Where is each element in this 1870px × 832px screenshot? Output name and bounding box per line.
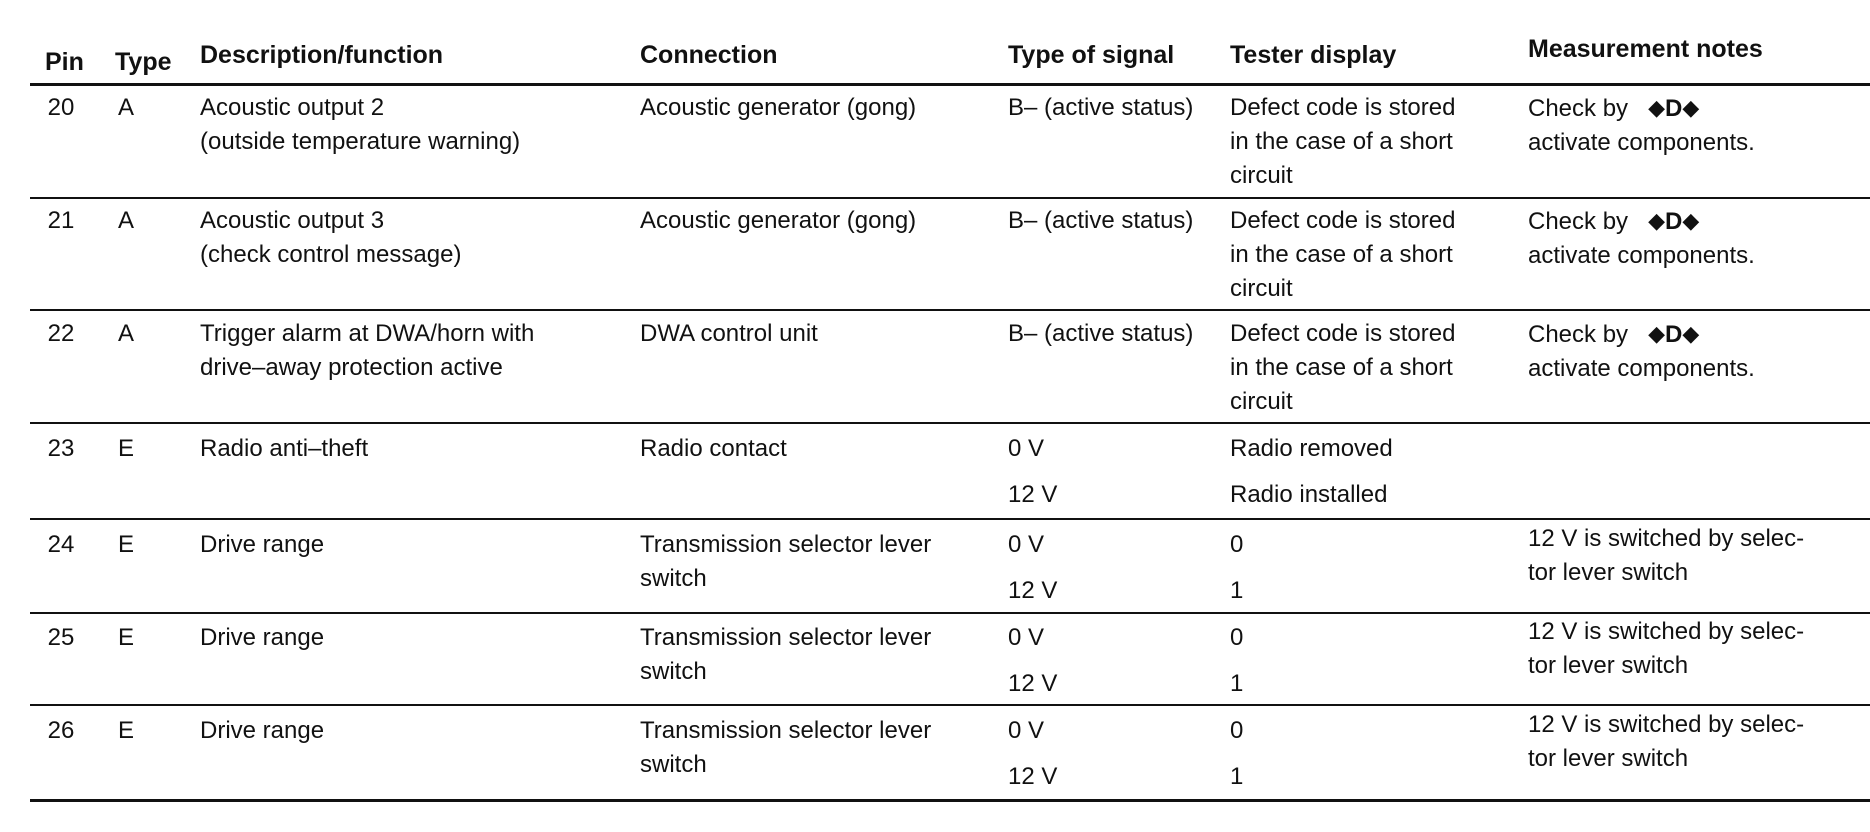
tester-display: Radio installed (1230, 481, 1388, 508)
pin-number: 24 (47, 531, 75, 558)
tester-display: 0 (1230, 531, 1244, 558)
description: Trigger alarm at DWA/horn with drive–away protection active (200, 320, 535, 381)
pin-number: 22 (47, 320, 75, 347)
signal-type: 12 V (1008, 481, 1058, 508)
pin-type: E (117, 531, 134, 558)
pin-type: E (117, 624, 134, 651)
pin-number: 20 (47, 94, 75, 121)
signal-type: 12 V (1008, 763, 1058, 790)
tester-display: 1 (1230, 763, 1244, 790)
header-type: Type (115, 48, 172, 76)
tester-display: 1 (1230, 577, 1244, 604)
diamond-icon: ◆ (1648, 95, 1665, 120)
tester-display: Defect code is stored in the case of a short circuit (1230, 320, 1456, 415)
row-divider (30, 197, 1870, 199)
pin-number: 23 (47, 435, 75, 462)
row-divider (30, 612, 1870, 614)
diamond-icon: ◆ (1682, 321, 1700, 346)
measurement-note: 12 V is switched by selec- tor lever switch (1528, 711, 1805, 772)
note-suffix: activate components. (1528, 242, 1755, 269)
signal-type: 0 V (1008, 624, 1045, 651)
row-divider (30, 309, 1870, 311)
header-tester: Tester display (1230, 41, 1397, 69)
row-divider (30, 799, 1870, 802)
pin-number: 26 (47, 717, 75, 744)
measurement-note (1528, 317, 1755, 386)
tester-key-letter: D (1664, 321, 1683, 348)
measurement-note (1528, 91, 1755, 160)
connection: Radio contact (640, 435, 787, 462)
pin-type: A (117, 320, 134, 347)
tester-display: 0 (1230, 717, 1244, 744)
signal-type: 0 V (1008, 435, 1045, 462)
diamond-icon: ◆ (1682, 95, 1700, 120)
connection: DWA control unit (640, 320, 818, 347)
signal-type: 12 V (1008, 577, 1058, 604)
note-prefix: Check by (1528, 208, 1629, 235)
description: Acoustic output 3 (check control message) (200, 207, 462, 268)
tester-key-letter: D (1664, 208, 1683, 235)
description: Radio anti–theft (200, 435, 369, 462)
header-signal: Type of signal (1008, 41, 1175, 69)
measurement-note: 12 V is switched by selec- tor lever switch (1528, 618, 1805, 679)
description: Acoustic output 2 (outside temperature warning) (200, 94, 521, 155)
pin-type: A (117, 207, 134, 234)
pin-type: E (117, 435, 134, 462)
connection: Transmission selector lever switch (640, 531, 932, 592)
diamond-icon: ◆ (1648, 208, 1665, 233)
signal-type: 12 V (1008, 670, 1058, 697)
note-suffix: activate components. (1528, 355, 1755, 382)
tester-display: Defect code is stored in the case of a short circuit (1230, 94, 1456, 189)
header-connection: Connection (640, 41, 778, 69)
note-prefix: Check by (1528, 321, 1629, 348)
connection: Acoustic generator (gong) (640, 94, 917, 121)
signal-type: B– (active status) (1008, 94, 1194, 121)
tester-display: Radio removed (1230, 435, 1393, 462)
pin-number: 25 (47, 624, 75, 651)
header-notes: Measurement notes (1528, 35, 1763, 63)
tester-key-letter: D (1664, 95, 1683, 122)
tester-display: Defect code is stored in the case of a short circuit (1230, 207, 1456, 302)
row-divider (30, 422, 1870, 424)
tester-display: 1 (1230, 670, 1244, 697)
note-prefix: Check by (1528, 95, 1629, 122)
tester-display: 0 (1230, 624, 1244, 651)
connection: Transmission selector lever switch (640, 624, 932, 685)
row-divider (30, 704, 1870, 706)
description: Drive range (200, 531, 325, 558)
row-divider (30, 518, 1870, 520)
row-divider (30, 83, 1870, 86)
connection: Transmission selector lever switch (640, 717, 932, 778)
diamond-icon: ◆ (1682, 208, 1700, 233)
pin-type: E (117, 717, 134, 744)
measurement-note (1528, 204, 1755, 273)
pin-type: A (117, 94, 134, 121)
connection: Acoustic generator (gong) (640, 207, 917, 234)
measurement-note: 12 V is switched by selec- tor lever switch (1528, 525, 1805, 586)
note-suffix: activate components. (1528, 129, 1755, 156)
description: Drive range (200, 717, 325, 744)
signal-type: 0 V (1008, 531, 1045, 558)
signal-type: 0 V (1008, 717, 1045, 744)
signal-type: B– (active status) (1008, 320, 1194, 347)
diamond-icon: ◆ (1648, 321, 1665, 346)
signal-type: B– (active status) (1008, 207, 1194, 234)
description: Drive range (200, 624, 325, 651)
pin-number: 21 (47, 207, 75, 234)
header-pin: Pin (45, 48, 84, 76)
header-description: Description/function (200, 41, 444, 69)
